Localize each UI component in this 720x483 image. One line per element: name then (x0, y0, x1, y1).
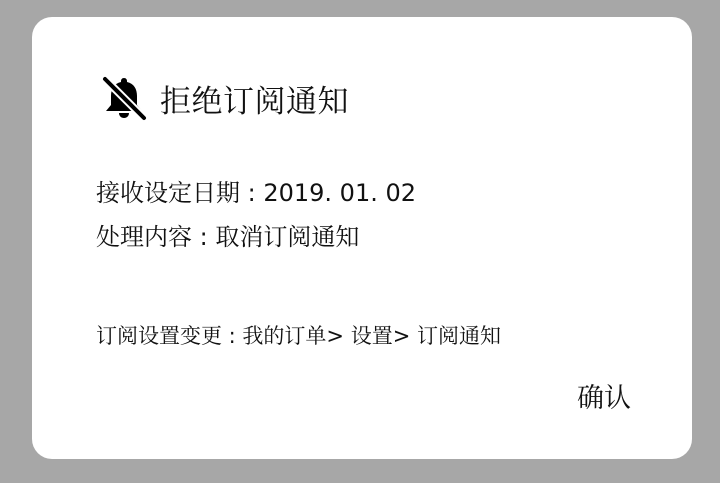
settings-path-text: 订阅设置变更 : 我的订单> 设置> 订阅通知 (96, 324, 501, 348)
processing-content-text: 处理内容 : 取消订阅通知 (96, 223, 360, 251)
subscription-dialog (32, 17, 692, 459)
confirm-button[interactable]: 确认 (564, 377, 644, 421)
bell-off-icon (98, 72, 150, 124)
date-setting-text: 接收设定日期 : 2019. 01. 02 (96, 179, 417, 207)
dialog-title: 拒绝订阅通知 (160, 83, 349, 120)
dialog-header (98, 73, 349, 123)
